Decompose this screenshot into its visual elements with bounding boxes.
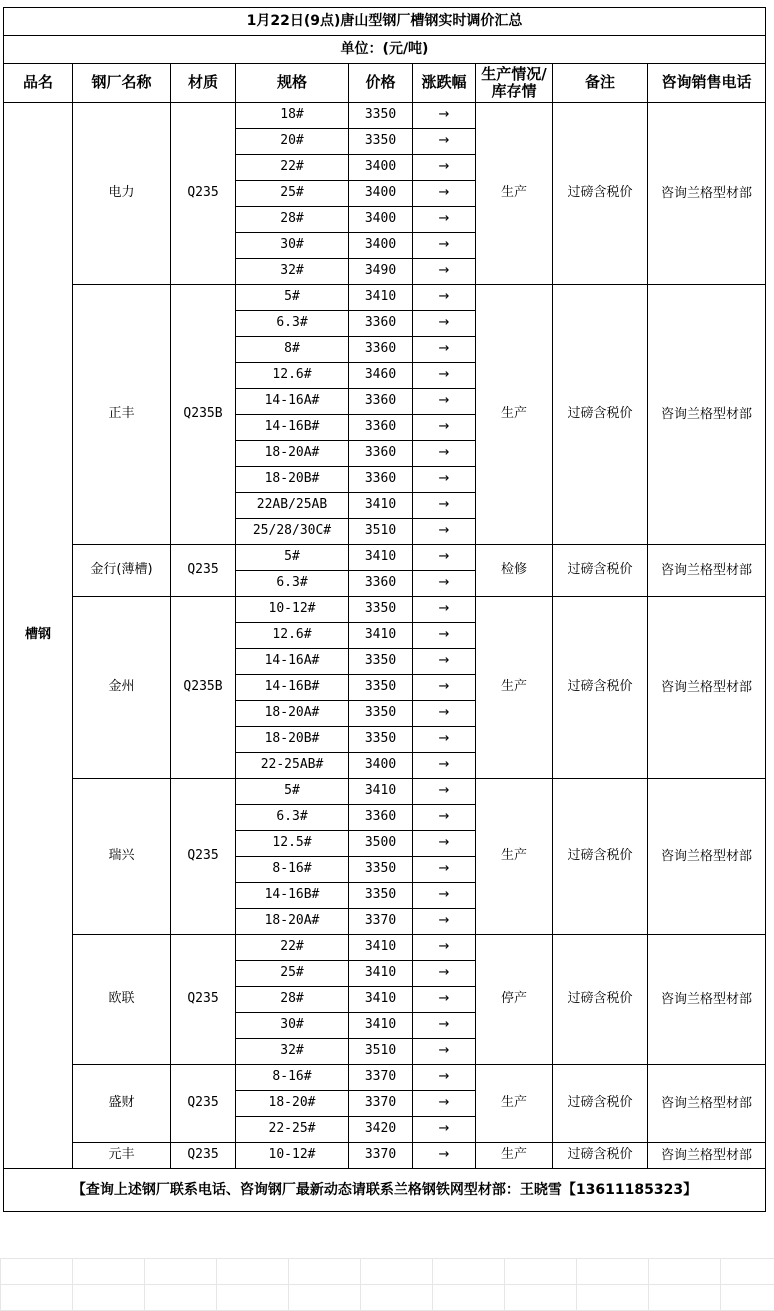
price-cell[interactable]: 3400 bbox=[349, 233, 413, 259]
spec-cell[interactable]: 14-16B# bbox=[236, 675, 349, 701]
change-cell[interactable]: → bbox=[413, 155, 476, 181]
table-row bbox=[4, 935, 766, 961]
spec-cell[interactable]: 22# bbox=[236, 155, 349, 181]
spec-cell[interactable]: 6.3# bbox=[236, 805, 349, 831]
spec-cell[interactable]: 32# bbox=[236, 259, 349, 285]
spec-cell[interactable]: 8-16# bbox=[236, 1065, 349, 1091]
change-cell[interactable]: → bbox=[413, 1065, 476, 1091]
status-cell[interactable]: 生产 bbox=[476, 285, 553, 545]
spec-cell[interactable]: 25/28/30C# bbox=[236, 519, 349, 545]
footer-row bbox=[4, 1169, 766, 1212]
price-cell[interactable]: 3350 bbox=[349, 597, 413, 623]
header-price[interactable]: 价格 bbox=[349, 64, 413, 103]
price-cell[interactable]: 3410 bbox=[349, 1013, 413, 1039]
price-cell[interactable]: 3350 bbox=[349, 883, 413, 909]
spec-cell[interactable]: 6.3# bbox=[236, 571, 349, 597]
price-table bbox=[3, 7, 766, 1212]
price-cell[interactable]: 3360 bbox=[349, 311, 413, 337]
price-cell[interactable]: 3400 bbox=[349, 155, 413, 181]
spec-cell[interactable]: 14-16A# bbox=[236, 389, 349, 415]
change-cell[interactable]: → bbox=[413, 1117, 476, 1143]
price-cell[interactable]: 3360 bbox=[349, 389, 413, 415]
change-cell[interactable]: → bbox=[413, 987, 476, 1013]
price-cell[interactable]: 3400 bbox=[349, 181, 413, 207]
material-cell[interactable]: Q235 bbox=[171, 1065, 236, 1143]
price-cell[interactable]: 3370 bbox=[349, 1065, 413, 1091]
change-cell[interactable]: → bbox=[413, 1091, 476, 1117]
unit-label[interactable]: 单位：(元/吨) bbox=[4, 36, 766, 64]
spec-cell[interactable]: 8-16# bbox=[236, 857, 349, 883]
change-cell[interactable]: → bbox=[413, 701, 476, 727]
price-cell[interactable]: 3500 bbox=[349, 831, 413, 857]
header-material[interactable]: 材质 bbox=[171, 64, 236, 103]
price-cell[interactable]: 3420 bbox=[349, 1117, 413, 1143]
price-cell[interactable]: 3360 bbox=[349, 441, 413, 467]
change-cell[interactable]: → bbox=[413, 519, 476, 545]
price-cell[interactable]: 3350 bbox=[349, 129, 413, 155]
spec-cell[interactable]: 22# bbox=[236, 935, 349, 961]
spec-cell[interactable]: 32# bbox=[236, 1039, 349, 1065]
note-cell[interactable]: 过磅含税价 bbox=[553, 935, 648, 1065]
change-cell[interactable]: → bbox=[413, 805, 476, 831]
material-cell[interactable]: Q235 bbox=[171, 779, 236, 935]
note-cell[interactable]: 过磅含税价 bbox=[553, 779, 648, 935]
price-cell[interactable]: 3410 bbox=[349, 987, 413, 1013]
status-cell[interactable]: 停产 bbox=[476, 935, 553, 1065]
price-cell[interactable]: 3410 bbox=[349, 935, 413, 961]
change-cell[interactable]: → bbox=[413, 545, 476, 571]
price-cell[interactable]: 3370 bbox=[349, 909, 413, 935]
change-cell[interactable]: → bbox=[413, 597, 476, 623]
mill-name-cell[interactable]: 元丰 bbox=[73, 1143, 171, 1169]
spec-cell[interactable]: 18# bbox=[236, 103, 349, 129]
spec-cell[interactable]: 5# bbox=[236, 545, 349, 571]
header-status[interactable]: 生产情况/库存情 bbox=[476, 64, 553, 103]
change-cell[interactable]: → bbox=[413, 727, 476, 753]
price-cell[interactable]: 3360 bbox=[349, 337, 413, 363]
change-cell[interactable]: → bbox=[413, 675, 476, 701]
note-cell[interactable]: 过磅含税价 bbox=[553, 597, 648, 779]
status-cell[interactable]: 生产 bbox=[476, 1143, 553, 1169]
spec-cell[interactable]: 6.3# bbox=[236, 311, 349, 337]
price-cell[interactable]: 3490 bbox=[349, 259, 413, 285]
price-cell[interactable]: 3350 bbox=[349, 649, 413, 675]
header-note[interactable]: 备注 bbox=[553, 64, 648, 103]
material-cell[interactable]: Q235 bbox=[171, 1143, 236, 1169]
spec-cell[interactable]: 22-25# bbox=[236, 1117, 349, 1143]
header-spec[interactable]: 规格 bbox=[236, 64, 349, 103]
price-cell[interactable]: 3400 bbox=[349, 207, 413, 233]
change-cell[interactable]: → bbox=[413, 129, 476, 155]
header-contact[interactable]: 咨询销售电话 bbox=[648, 64, 766, 103]
price-cell[interactable]: 3370 bbox=[349, 1143, 413, 1169]
mill-name-cell[interactable]: 正丰 bbox=[73, 285, 171, 545]
price-cell[interactable]: 3360 bbox=[349, 467, 413, 493]
table-row bbox=[4, 103, 766, 129]
footer-note[interactable]: 【查询上述钢厂联系电话、咨询钢厂最新动态请联系兰格钢铁网型材部：王晓雪【13611185323】 bbox=[4, 1169, 766, 1212]
status-cell[interactable]: 检修 bbox=[476, 545, 553, 597]
spec-cell[interactable]: 12.6# bbox=[236, 623, 349, 649]
price-cell[interactable]: 3360 bbox=[349, 571, 413, 597]
material-cell[interactable]: Q235 bbox=[171, 935, 236, 1065]
mill-name-cell[interactable]: 金州 bbox=[73, 597, 171, 779]
table-row bbox=[4, 1065, 766, 1091]
spec-cell[interactable]: 28# bbox=[236, 987, 349, 1013]
price-cell[interactable]: 3410 bbox=[349, 961, 413, 987]
material-cell[interactable]: Q235B bbox=[171, 285, 236, 545]
contact-cell[interactable]: 咨询兰格型材部 bbox=[648, 1143, 766, 1169]
change-cell[interactable]: → bbox=[413, 233, 476, 259]
spec-cell[interactable]: 18-20A# bbox=[236, 701, 349, 727]
mill-name-cell[interactable]: 瑞兴 bbox=[73, 779, 171, 935]
change-cell[interactable]: → bbox=[413, 207, 476, 233]
price-cell[interactable]: 3400 bbox=[349, 753, 413, 779]
status-cell[interactable]: 生产 bbox=[476, 779, 553, 935]
price-cell[interactable]: 3410 bbox=[349, 285, 413, 311]
change-cell[interactable]: → bbox=[413, 181, 476, 207]
change-cell[interactable]: → bbox=[413, 259, 476, 285]
spec-cell[interactable]: 14-16B# bbox=[236, 415, 349, 441]
price-cell[interactable]: 3370 bbox=[349, 1091, 413, 1117]
change-cell[interactable]: → bbox=[413, 831, 476, 857]
table-title[interactable]: 1月22日(9点)唐山型钢厂槽钢实时调价汇总 bbox=[4, 8, 766, 36]
note-cell[interactable]: 过磅含税价 bbox=[553, 285, 648, 545]
spec-cell[interactable]: 28# bbox=[236, 207, 349, 233]
contact-cell[interactable]: 咨询兰格型材部 bbox=[648, 935, 766, 1065]
price-cell[interactable]: 3350 bbox=[349, 701, 413, 727]
spec-cell[interactable]: 25# bbox=[236, 961, 349, 987]
price-cell[interactable]: 3510 bbox=[349, 1039, 413, 1065]
status-cell[interactable]: 生产 bbox=[476, 103, 553, 285]
spec-cell[interactable]: 22AB/25AB bbox=[236, 493, 349, 519]
price-cell[interactable]: 3510 bbox=[349, 519, 413, 545]
contact-cell[interactable]: 咨询兰格型材部 bbox=[648, 285, 766, 545]
spec-cell[interactable]: 5# bbox=[236, 779, 349, 805]
change-cell[interactable]: → bbox=[413, 1013, 476, 1039]
status-cell[interactable]: 生产 bbox=[476, 1065, 553, 1143]
mill-name-cell[interactable]: 金行(薄槽) bbox=[73, 545, 171, 597]
change-cell[interactable]: → bbox=[413, 857, 476, 883]
spec-cell[interactable]: 18-20A# bbox=[236, 441, 349, 467]
header-mill[interactable]: 钢厂名称 bbox=[73, 64, 171, 103]
spec-cell[interactable]: 8# bbox=[236, 337, 349, 363]
material-cell[interactable]: Q235 bbox=[171, 545, 236, 597]
change-cell[interactable]: → bbox=[413, 623, 476, 649]
table-row bbox=[4, 597, 766, 623]
change-cell[interactable]: → bbox=[413, 311, 476, 337]
price-cell[interactable]: 3350 bbox=[349, 103, 413, 129]
spec-cell[interactable]: 22-25AB# bbox=[236, 753, 349, 779]
mill-name-cell[interactable]: 电力 bbox=[73, 103, 171, 285]
header-row bbox=[4, 64, 766, 103]
spec-cell[interactable]: 30# bbox=[236, 233, 349, 259]
price-cell[interactable]: 3360 bbox=[349, 415, 413, 441]
spec-cell[interactable]: 12.6# bbox=[236, 363, 349, 389]
header-product[interactable]: 品名 bbox=[4, 64, 73, 103]
change-cell[interactable]: → bbox=[413, 389, 476, 415]
change-cell[interactable]: → bbox=[413, 493, 476, 519]
spec-cell[interactable]: 18-20A# bbox=[236, 909, 349, 935]
status-cell[interactable]: 生产 bbox=[476, 597, 553, 779]
product-name-cell[interactable]: 槽钢 bbox=[4, 103, 73, 1169]
change-cell[interactable]: → bbox=[413, 571, 476, 597]
price-cell[interactable]: 3460 bbox=[349, 363, 413, 389]
change-cell[interactable]: → bbox=[413, 1039, 476, 1065]
spec-cell[interactable]: 30# bbox=[236, 1013, 349, 1039]
change-cell[interactable]: → bbox=[413, 935, 476, 961]
change-cell[interactable]: → bbox=[413, 415, 476, 441]
contact-cell[interactable]: 咨询兰格型材部 bbox=[648, 1065, 766, 1143]
contact-cell[interactable]: 咨询兰格型材部 bbox=[648, 103, 766, 285]
price-cell[interactable]: 3350 bbox=[349, 675, 413, 701]
spec-cell[interactable]: 25# bbox=[236, 181, 349, 207]
change-cell[interactable]: → bbox=[413, 753, 476, 779]
mill-name-cell[interactable]: 盛财 bbox=[73, 1065, 171, 1143]
note-cell[interactable]: 过磅含税价 bbox=[553, 103, 648, 285]
price-cell[interactable]: 3410 bbox=[349, 779, 413, 805]
spec-cell[interactable]: 18-20# bbox=[236, 1091, 349, 1117]
material-cell[interactable]: Q235B bbox=[171, 597, 236, 779]
material-cell[interactable]: Q235 bbox=[171, 103, 236, 285]
spec-cell[interactable]: 5# bbox=[236, 285, 349, 311]
contact-cell[interactable]: 咨询兰格型材部 bbox=[648, 597, 766, 779]
table-row bbox=[4, 285, 766, 311]
change-cell[interactable]: → bbox=[413, 467, 476, 493]
header-change[interactable]: 涨跌幅 bbox=[413, 64, 476, 103]
spec-cell[interactable]: 10-12# bbox=[236, 597, 349, 623]
change-cell[interactable]: → bbox=[413, 285, 476, 311]
change-cell[interactable]: → bbox=[413, 103, 476, 129]
price-cell[interactable]: 3350 bbox=[349, 857, 413, 883]
change-cell[interactable]: → bbox=[413, 649, 476, 675]
spec-cell[interactable]: 14-16A# bbox=[236, 649, 349, 675]
note-cell[interactable]: 过磅含税价 bbox=[553, 545, 648, 597]
contact-cell[interactable]: 咨询兰格型材部 bbox=[648, 779, 766, 935]
change-cell[interactable]: → bbox=[413, 363, 476, 389]
price-cell[interactable]: 3360 bbox=[349, 805, 413, 831]
table-row bbox=[4, 1143, 766, 1169]
price-cell[interactable]: 3350 bbox=[349, 727, 413, 753]
spec-cell[interactable]: 12.5# bbox=[236, 831, 349, 857]
empty-spreadsheet-grid bbox=[0, 1258, 774, 1311]
change-cell[interactable]: → bbox=[413, 883, 476, 909]
spec-cell[interactable]: 18-20B# bbox=[236, 727, 349, 753]
change-cell[interactable]: → bbox=[413, 1143, 476, 1169]
price-cell[interactable]: 3410 bbox=[349, 493, 413, 519]
change-cell[interactable]: → bbox=[413, 909, 476, 935]
price-cell[interactable]: 3410 bbox=[349, 545, 413, 571]
table-row bbox=[4, 545, 766, 571]
note-cell[interactable]: 过磅含税价 bbox=[553, 1143, 648, 1169]
spec-cell[interactable]: 10-12# bbox=[236, 1143, 349, 1169]
price-cell[interactable]: 3410 bbox=[349, 623, 413, 649]
change-cell[interactable]: → bbox=[413, 961, 476, 987]
spec-cell[interactable]: 20# bbox=[236, 129, 349, 155]
spec-cell[interactable]: 14-16B# bbox=[236, 883, 349, 909]
note-cell[interactable]: 过磅含税价 bbox=[553, 1065, 648, 1143]
mill-name-cell[interactable]: 欧联 bbox=[73, 935, 171, 1065]
spec-cell[interactable]: 18-20B# bbox=[236, 467, 349, 493]
table-row bbox=[4, 779, 766, 805]
change-cell[interactable]: → bbox=[413, 441, 476, 467]
change-cell[interactable]: → bbox=[413, 337, 476, 363]
contact-cell[interactable]: 咨询兰格型材部 bbox=[648, 545, 766, 597]
change-cell[interactable]: → bbox=[413, 779, 476, 805]
